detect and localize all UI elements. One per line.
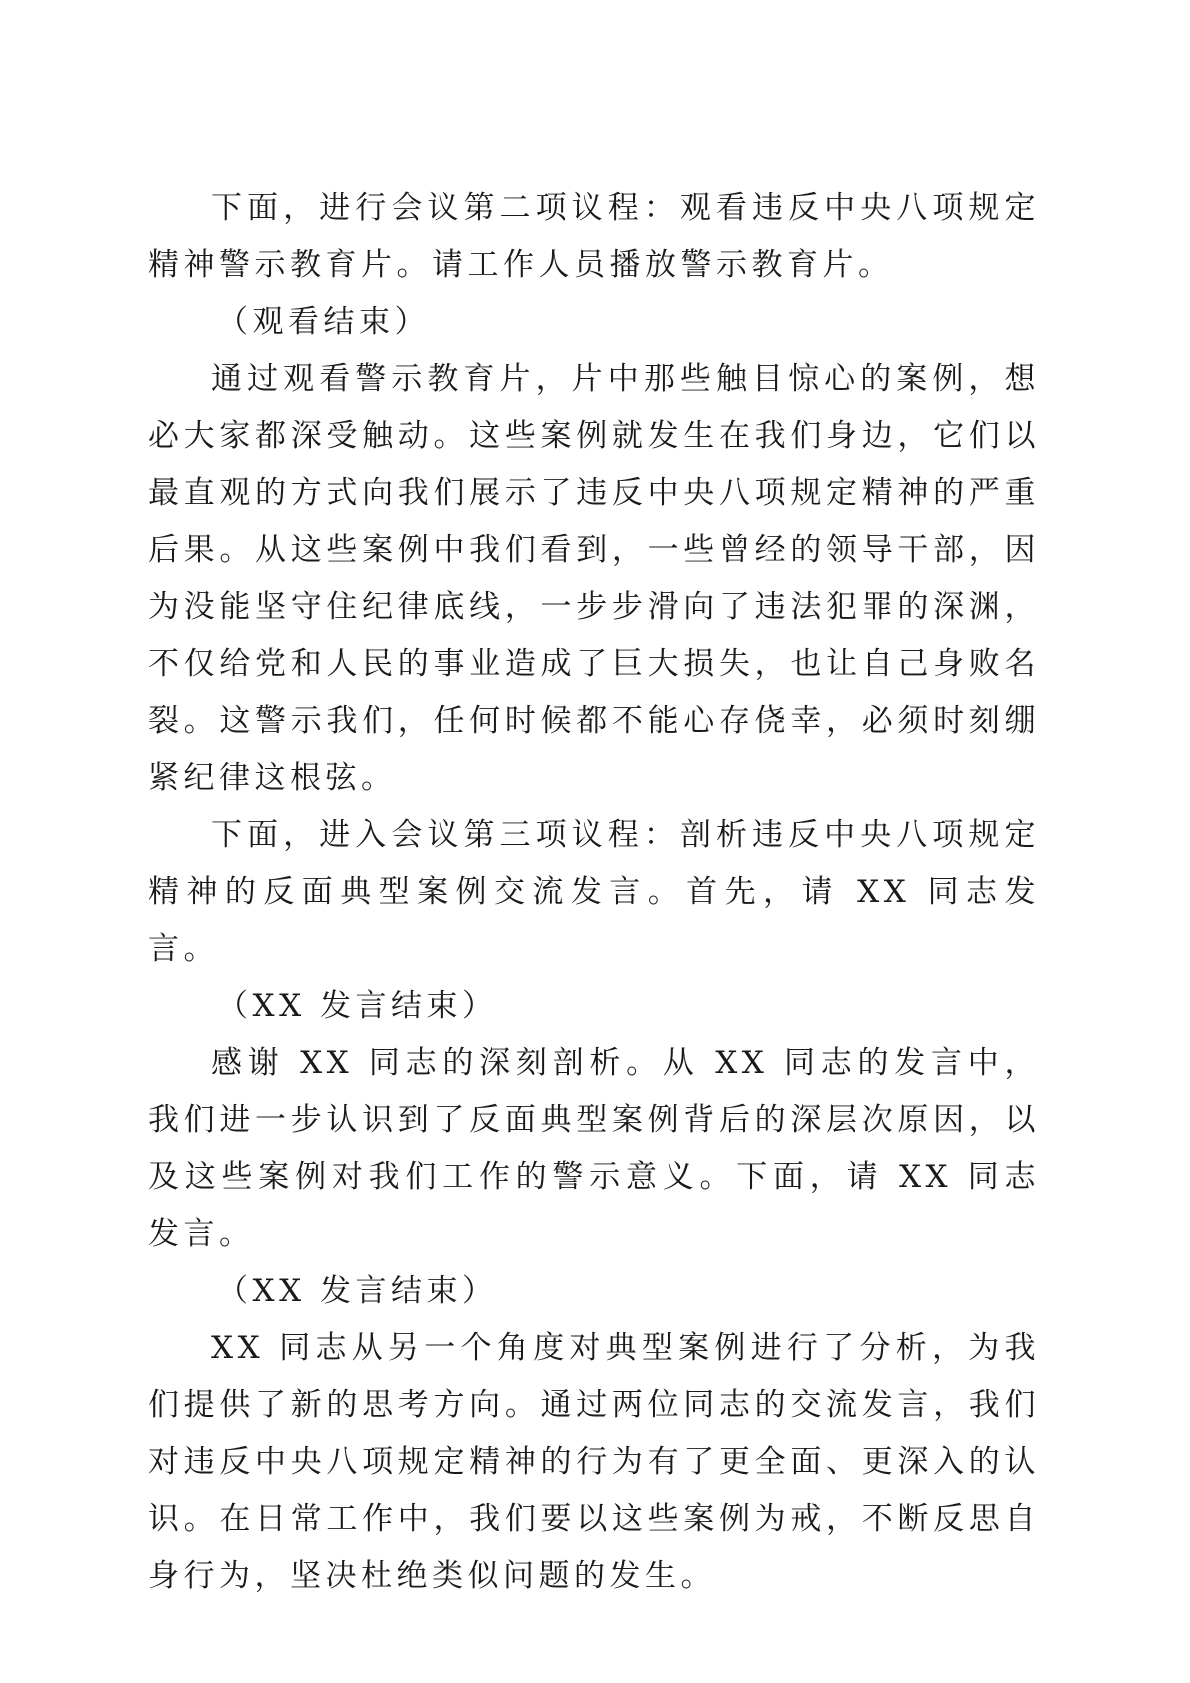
paragraph-thanks-first-speaker: 感谢 XX 同志的深刻剖析。从 XX 同志的发言中，我们进一步认识到了反面典型案例背后的深层次原因，以及这些案例对我们工作的警示意义。下面，请 XX 同志发言。 bbox=[148, 1045, 1040, 1252]
stage-note-speech-ended-1: （XX 发言结束） bbox=[217, 988, 498, 1024]
stage-note-viewing-ended: （观看结束） bbox=[217, 304, 430, 340]
paragraph-summary-second-speaker: XX 同志从另一个角度对典型案例进行了分析，为我们提供了新的思考方向。通过两位同志的交流发言，我们对违反中央八项规定精神的行为有了更全面、更深入的认识。在日常工作中，我们要以这些案例为戒，不断反思自身行为，坚决杜绝类似问题的发生。 bbox=[148, 1330, 1040, 1594]
stage-note-speech-ended-2: （XX 发言结束） bbox=[217, 1273, 498, 1309]
paragraph-agenda-item-3: 下面，进入会议第三项议程：剖析违反中央八项规定精神的反面典型案例交流发言。首先，请 XX 同志发言。 bbox=[148, 817, 1040, 967]
paragraph-warning-reflection: 通过观看警示教育片，片中那些触目惊心的案例，想必大家都深受触动。这些案例就发生在我们身边，它们以最直观的方式向我们展示了违反中央八项规定精神的严重后果。从这些案例中我们看到，一些曾经的领导干部，因为没能坚守住纪律底线，一步步滑向了违法犯罪的深渊，不仅给党和人民的事业造成了巨大损失，也让自己身败名裂。这警示我们，任何时候都不能心存侥幸，必须时刻绷紧纪律这根弦。 bbox=[148, 361, 1040, 796]
document-body bbox=[148, 180, 1040, 1605]
paragraph-agenda-item-2: 下面，进行会议第二项议程：观看违反中央八项规定精神警示教育片。请工作人员播放警示教育片。 bbox=[148, 190, 1040, 283]
